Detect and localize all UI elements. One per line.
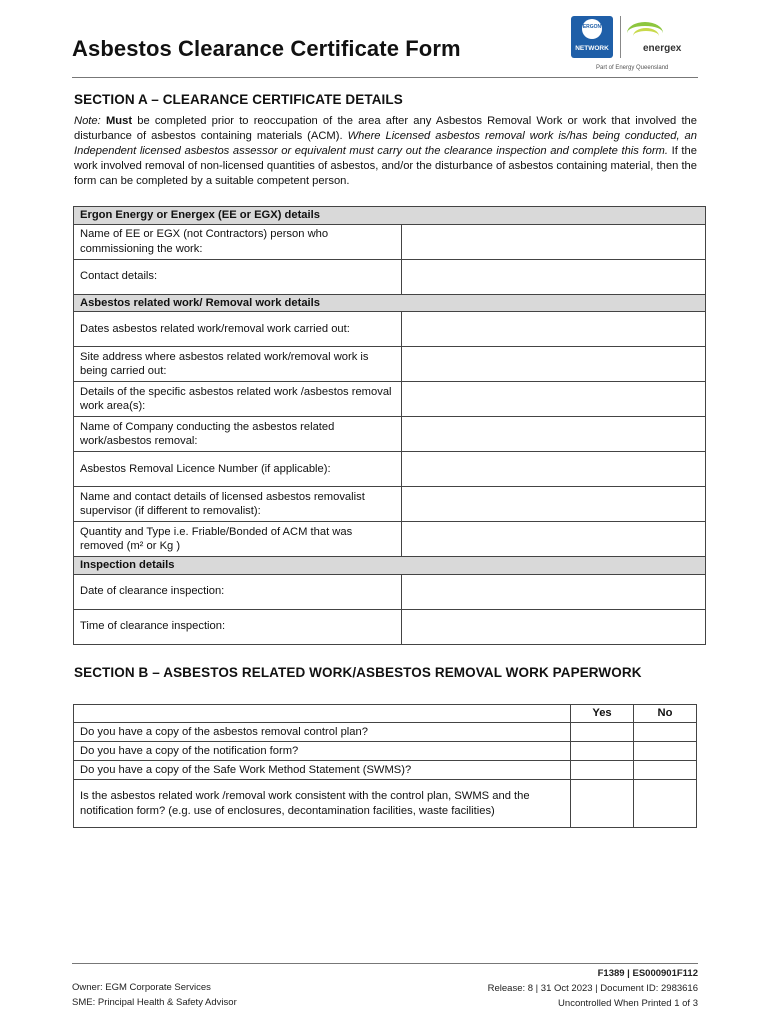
question-text: Do you have a copy of the Safe Work Method Statement (SWMS)? [74,761,571,780]
footer-release: Release: 8 | 31 Oct 2023 | Document ID: 2983616 [487,983,698,994]
field-value-commissioning-person[interactable] [401,224,705,259]
footer-sme: SME: Principal Health & Safety Advisor [72,997,237,1008]
field-value-site-address[interactable] [401,347,705,382]
answer-yes-cell[interactable] [571,723,634,742]
logo-divider [620,16,621,58]
ergon-logo-text: ERGON [582,24,602,30]
field-value-inspection-time[interactable] [401,609,705,644]
energex-logo-text: energex [643,43,682,54]
field-value-quantity-type[interactable] [401,522,705,557]
field-label: Name of Company conducting the asbestos related work/asbestos removal: [74,417,402,452]
page-title: Asbestos Clearance Certificate Form [72,36,461,61]
footer-owner: Owner: EGM Corporate Services [72,982,211,993]
note-must: Must [105,115,133,127]
field-label: Date of clearance inspection: [74,574,402,609]
section-a-table [73,206,706,645]
footer-uncontrolled: Uncontrolled When Printed 1 of 3 [558,998,698,1009]
field-value-licence-number[interactable] [401,452,705,487]
col-yes: Yes [571,705,634,723]
group-heading-inspection: Inspection details [74,557,706,575]
field-value-company-name[interactable] [401,417,705,452]
field-value-contact-details[interactable] [401,259,705,294]
field-label: Asbestos Removal Licence Number (if applicable): [74,452,402,487]
page-header [72,14,698,78]
ergon-network-logo [571,16,613,58]
field-label: Site address where asbestos related work/removal work is being carried out: [74,347,402,382]
field-value-supervisor[interactable] [401,487,705,522]
answer-no-cell[interactable] [634,723,697,742]
field-label: Details of the specific asbestos related work /asbestos removal work area(s): [74,382,402,417]
answer-yes-cell[interactable] [571,761,634,780]
question-header [74,705,571,723]
footer-left [72,980,237,1010]
field-label: Time of clearance inspection: [74,609,402,644]
question-text: Is the asbestos related work /removal work consistent with the control plan, SWMS and the notification form? (e.g. use of enclosures, decontamination facilities, waste facilities) [74,780,571,828]
answer-no-cell[interactable] [634,761,697,780]
note-lead: Note: [74,115,101,127]
page-footer [72,963,698,1009]
energex-arc-inner-icon [633,28,659,44]
answer-yes-cell[interactable] [571,742,634,761]
field-value-dates[interactable] [401,312,705,347]
footer-form-code: F1389 | ES000901F112 [597,968,698,979]
group-heading-removal-work: Asbestos related work/ Removal work details [74,294,706,312]
col-no: No [634,705,697,723]
note-text-1: be completed prior to reoccupation of the area after any Asbestos Removal Work or work that involved the disturbance of asbestos containing materials (ACM). [74,115,698,142]
note-italic: Where Licensed asbestos removal work is/has being conducted, an Independent licensed asbestos assessor or equivalent must carry out the clearance inspection and complete this form. [74,130,697,157]
field-label: Contact details: [74,259,402,294]
energex-logo [627,22,697,58]
section-b-title: SECTION B – ASBESTOS RELATED WORK/ASBESTOS REMOVAL WORK PAPERWORK [74,665,642,680]
field-label: Name and contact details of licensed asbestos removalist supervisor (if different to removalist): [74,487,402,522]
section-a-note [74,114,697,189]
answer-no-cell[interactable] [634,780,697,828]
field-value-work-area[interactable] [401,382,705,417]
field-value-inspection-date[interactable] [401,574,705,609]
question-text: Do you have a copy of the notification form? [74,742,571,761]
logo-tagline: Part of Energy Queensland [596,65,669,71]
field-label: Name of EE or EGX (not Contractors) person who commissioning the work: [74,224,402,259]
field-label: Quantity and Type i.e. Friable/Bonded of ACM that was removed (m² or Kg ) [74,522,402,557]
question-text: Do you have a copy of the asbestos removal control plan? [74,723,571,742]
section-a-title: SECTION A – CLEARANCE CERTIFICATE DETAILS [74,92,403,107]
answer-no-cell[interactable] [634,742,697,761]
field-label: Dates asbestos related work/removal work carried out: [74,312,402,347]
ergon-network-text: NETWORK [575,45,609,52]
answer-yes-cell[interactable] [571,780,634,828]
group-heading-ee-egx: Ergon Energy or Energex (EE or EGX) details [74,207,706,225]
footer-right [488,966,698,1011]
section-b-table [73,704,697,828]
note-text-2: If the work involved removal of non-licensed quantities of asbestos, and/or the disturbance of asbestos containing material, then the form can be completed by a suitable competent person. [74,145,697,187]
